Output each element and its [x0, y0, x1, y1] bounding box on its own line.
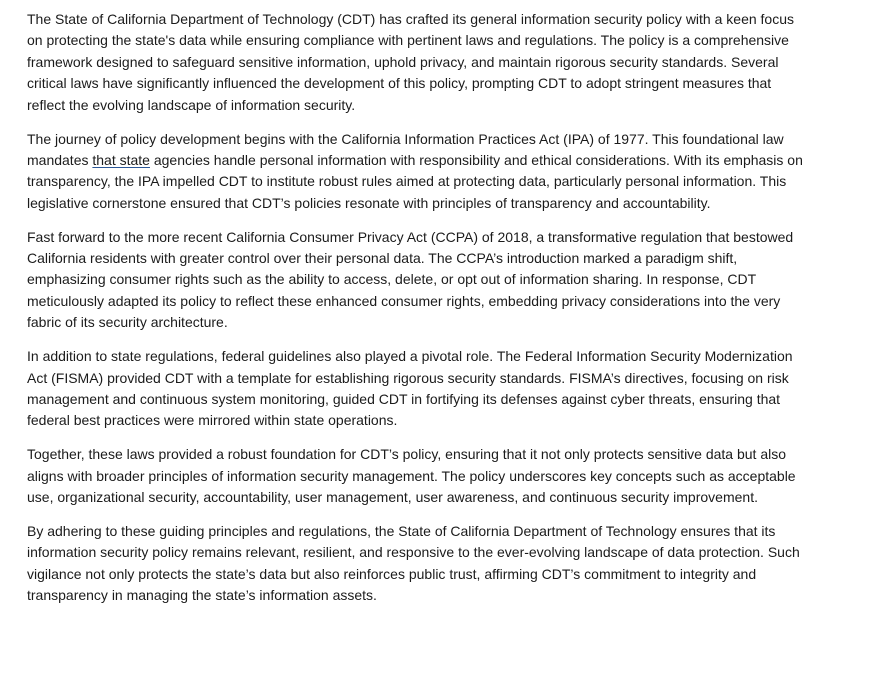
paragraph-ipa-text-start: The journey of policy development begins with the California Information Practices Act (IPA) of 1977. This foundational law mandates [27, 130, 784, 168]
paragraph-intro: The State of California Department of Technology (CDT) has crafted its general information security policy with a keen focus on protecting the state's data while ensuring compliance with pertinent laws and regulations. The policy is a comprehensive framework designed to safeguard sensitive information, uphold privacy, and maintain rigorous security standards. Several critical laws have significantly influenced the development of this policy, prompting CDT to adopt stringent measures that reflect the evolving landscape of information security. [27, 11, 794, 113]
paragraph-foundation: Together, these laws provided a robust foundation for CDT’s policy, ensuring that it not only protects sensitive data but also aligns with broader principles of information security management. The policy underscores key concepts such as acceptable use, organizational security, accountability, user management, user awareness, and continuous security improvement. [27, 446, 796, 506]
paragraph-ccpa: Fast forward to the more recent California Consumer Privacy Act (CCPA) of 2018, a transformative regulation that bestowed California residents with greater control over their personal data. The CCPA’s introduction marked a paradigm shift, emphasizing consumer rights such as the ability to access, delete, or opt out of information sharing. In response, CDT meticulously adapted its policy to reflect these enhanced consumer rights, embedding privacy considerations into the very fabric of its security architecture. [27, 228, 794, 331]
paragraph-ipa [27, 129, 807, 215]
paragraph-fisma: In addition to state regulations, federal guidelines also played a pivotal role. The Federal Information Security Modernization Act (FISMA) provided CDT with a template for establishing rigorous security standards. FISMA’s directives, focusing on risk management and continuous system monitoring, guided CDT in fortifying its defenses against cyber threats, ensuring that federal best practices were mirrored within state operations. [27, 348, 793, 429]
paragraph-conclusion: By adhering to these guiding principles and regulations, the State of California Department of Technology ensures that its information security policy remains relevant, resilient, and responsive to the ever-evolving landscape of data protection. Such vigilance not only protects the state’s data but also reinforces public trust, affirming CDT’s commitment to integrity and transparency in managing the state’s information assets. [27, 523, 800, 604]
paragraph-ipa-text-end: agencies handle personal information with responsibility and ethical considerations. With its emphasis on transparency, the IPA impelled CDT to institute robust rules aimed at protecting data, particularly personal information. This legislative cornerstone ensured that CDT’s policies resonate with principles of transparency and accountability. [27, 151, 803, 211]
inline-link-that-state[interactable]: that state [92, 151, 150, 168]
document-body [27, 9, 807, 619]
